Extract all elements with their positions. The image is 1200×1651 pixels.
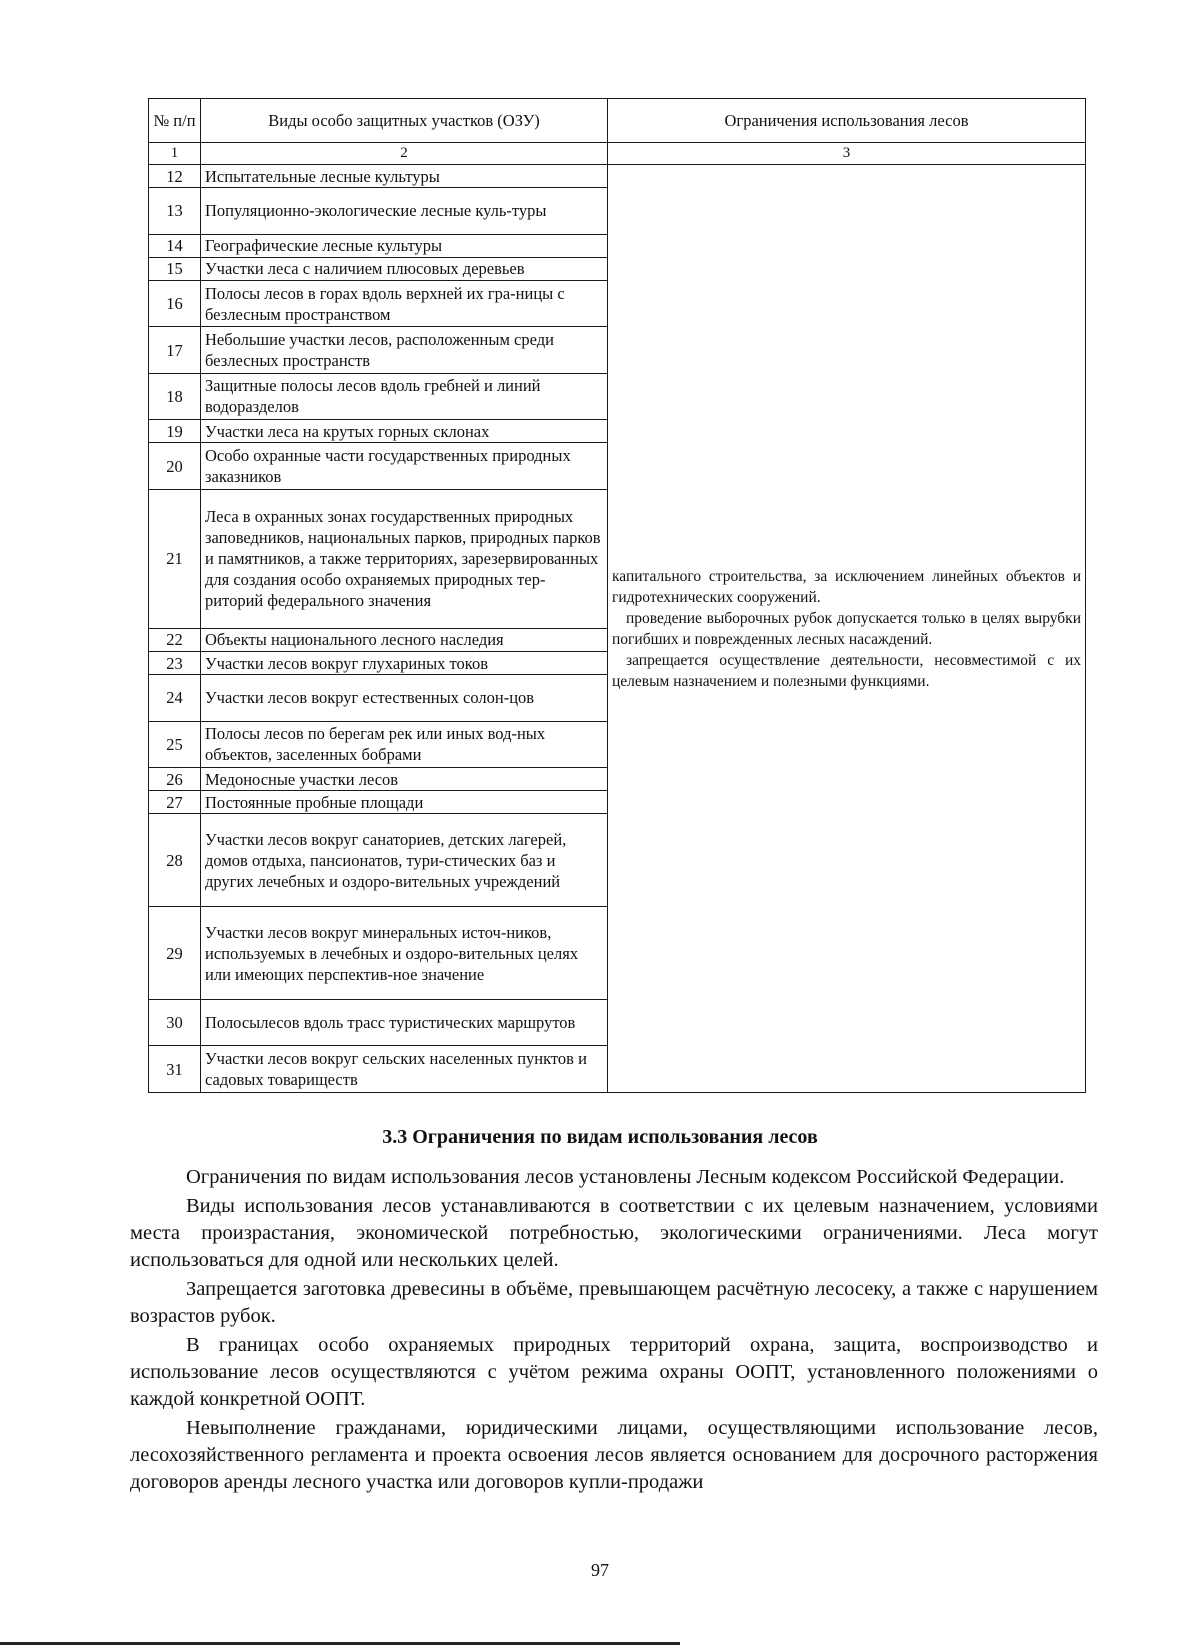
row-number: 15 (149, 257, 201, 280)
body-paragraph: В границах особо охраняемых природных территорий охрана, защита, воспроизводство и использование лесов осуществляются с учётом режима охраны ООПТ, установленного положениями о каждой конкретной ООПТ. (130, 1334, 1098, 1410)
header-type: Виды особо защитных участков (ОЗУ) (201, 99, 608, 143)
row-number: 12 (149, 165, 201, 188)
row-number: 23 (149, 652, 201, 675)
row-name: Участки леса на крутых горных склонах (201, 420, 608, 443)
row-name: Небольшие участки лесов, расположенным среди безлесных пространств (201, 327, 608, 373)
scan-edge-line (0, 1642, 680, 1645)
header-num: № п/п (149, 99, 201, 143)
row-name: Объекты национального лесного наследия (201, 628, 608, 651)
row-number: 21 (149, 489, 201, 628)
restriction-paragraph: капитального строительства, за исключением линейных объектов и гидротехнических сооружений. (612, 567, 1081, 606)
row-name: Участки лесов вокруг санаториев, детских лагерей, домов отдыха, пансионатов, тури-стических баз и других лечебных и оздоро-вительных учреждений (201, 814, 608, 907)
row-number: 29 (149, 907, 201, 1000)
row-name: Полосы лесов в горах вдоль верхней их гра-ницы с безлесным пространством (201, 280, 608, 326)
column-numbers-row (149, 143, 1086, 165)
ozu-table (148, 98, 1086, 1093)
row-number: 14 (149, 234, 201, 257)
row-number: 25 (149, 721, 201, 767)
row-number: 24 (149, 675, 201, 721)
column-number: 2 (201, 143, 608, 165)
column-number: 3 (608, 143, 1086, 165)
restriction-cell (608, 165, 1086, 1093)
row-number: 16 (149, 280, 201, 326)
row-name: Участки лесов вокруг сельских населенных пунктов и садовых товариществ (201, 1046, 608, 1093)
row-number: 13 (149, 188, 201, 234)
row-number: 30 (149, 1000, 201, 1046)
row-name: Участки лесов вокруг естественных солон-цов (201, 675, 608, 721)
row-number: 17 (149, 327, 201, 373)
row-name: Леса в охранных зонах государственных природных заповедников, национальных парков, природных парков и памятников, а также территориях, зарезервированных для создания особо охраняемых природных тер-риторий федерального значения (201, 489, 608, 628)
row-number: 27 (149, 791, 201, 814)
row-number: 18 (149, 373, 201, 419)
row-name: Участки лесов вокруг глухариных токов (201, 652, 608, 675)
column-number: 1 (149, 143, 201, 165)
row-name: Постоянные пробные площади (201, 791, 608, 814)
row-number: 20 (149, 443, 201, 489)
row-name: Медоносные участки лесов (201, 768, 608, 791)
table-row (149, 165, 1086, 188)
body-paragraph: Невыполнение гражданами, юридическими лицами, осуществляющими использование лесов, лесохозяйственного регламента и проекта освоения лесов является основанием для досрочного расторжения договоров аренды лесного участка или договоров купли-продажи (130, 1417, 1098, 1493)
row-name: Участки лесов вокруг минеральных источ-ников, используемых в лечебных и оздоро-вительных целях или имеющих перспектив-ное значение (201, 907, 608, 1000)
row-number: 26 (149, 768, 201, 791)
header-restriction: Ограничения использования лесов (608, 99, 1086, 143)
body-paragraph: Виды использования лесов устанавливаются в соответствии с их целевым назначением, условиями места произрастания, экономической потребностью, экологическими ограничениями. Леса могут использоваться для одной или нескольких целей. (130, 1195, 1098, 1271)
section-title: 3.3 Ограничения по видам использования лесов (382, 1126, 818, 1148)
row-number: 31 (149, 1046, 201, 1093)
row-name: Участки леса с наличием плюсовых деревьев (201, 257, 608, 280)
restriction-paragraph: запрещается осуществление деятельности, несовместимой с их целевым назначением и полезными функциями. (612, 651, 1081, 690)
ozu-table-container (148, 98, 1086, 1093)
restriction-paragraph: проведение выборочных рубок допускается только в целях вырубки погибших и поврежденных лесных насаждений. (612, 609, 1081, 648)
body-paragraph: Ограничения по видам использования лесов установлены Лесным кодексом Российской Федерации. (186, 1166, 1065, 1188)
section-body (130, 1164, 1098, 1498)
row-name: Испытательные лесные культуры (201, 165, 608, 188)
row-number: 22 (149, 628, 201, 651)
row-number: 19 (149, 420, 201, 443)
row-name: Защитные полосы лесов вдоль гребней и линий водоразделов (201, 373, 608, 419)
page-number: 97 (591, 1560, 609, 1580)
row-name: Популяционно-экологические лесные куль-туры (201, 188, 608, 234)
row-number: 28 (149, 814, 201, 907)
row-name: Полосылесов вдоль трасс туристических маршрутов (201, 1000, 608, 1046)
row-name: Полосы лесов по берегам рек или иных вод-ных объектов, заселенных бобрами (201, 721, 608, 767)
table-header-row (149, 99, 1086, 143)
row-name: Особо охранные части государственных природных заказников (201, 443, 608, 489)
row-name: Географические лесные культуры (201, 234, 608, 257)
body-paragraph: Запрещается заготовка древесины в объёме, превышающем расчётную лесосеку, а также с нарушением возрастов рубок. (130, 1278, 1098, 1327)
